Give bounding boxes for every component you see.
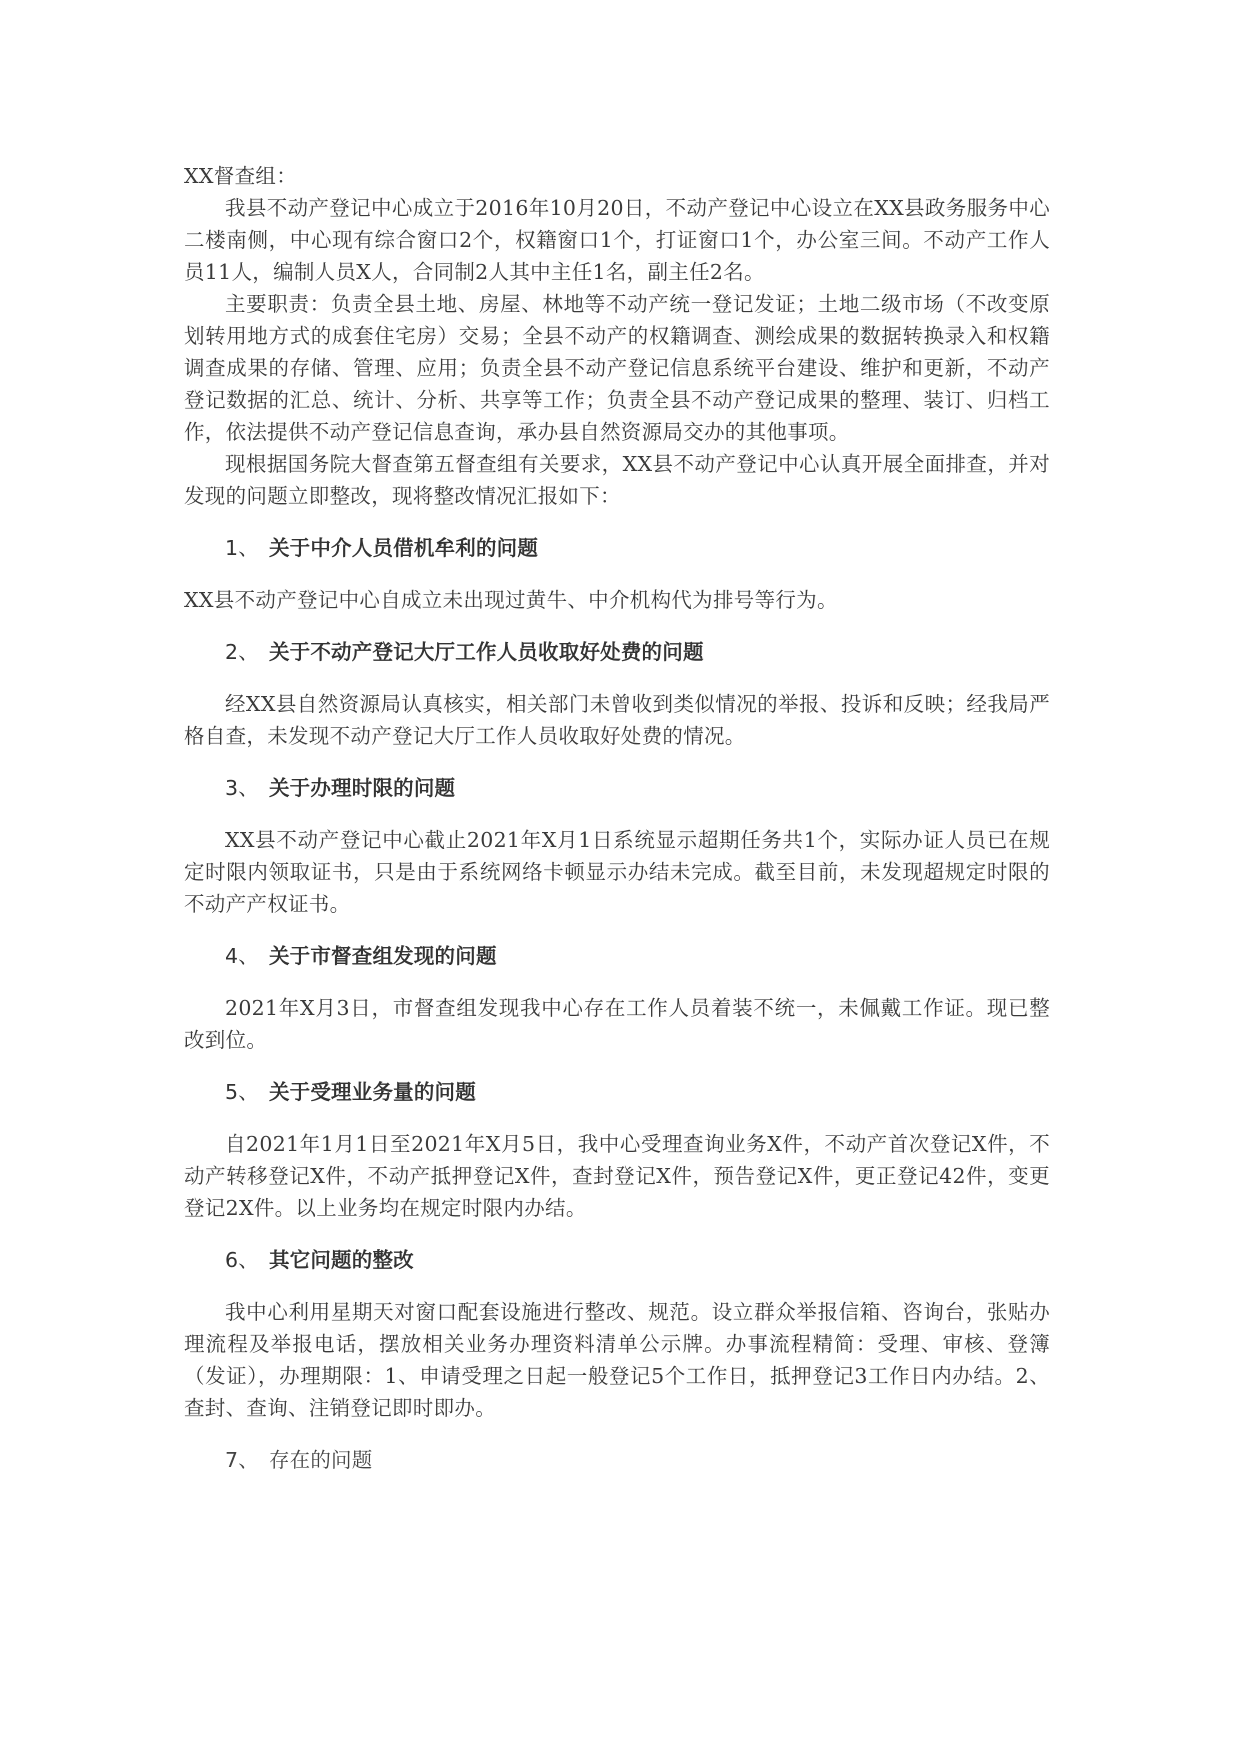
section-number: 6、 — [225, 1248, 259, 1272]
section-heading-2 — [184, 636, 1050, 668]
section-heading-1 — [184, 532, 1050, 564]
document-page — [184, 160, 1050, 1496]
section-body-4: 2021年X月3日，市督查组发现我中心存在工作人员着装不统一，未佩戴工作证。现已整改到位。 — [184, 996, 1050, 1052]
section-number: 7、 — [225, 1448, 259, 1472]
section-heading-7 — [184, 1444, 1050, 1476]
intro-paragraph-3: 现根据国务院大督查第五督查组有关要求，XX县不动产登记中心认真开展全面排查，并对发现的问题立即整改，现将整改情况汇报如下： — [184, 452, 1050, 508]
section-heading-3 — [184, 772, 1050, 804]
section-title: 关于不动产登记大厅工作人员收取好处费的问题 — [268, 640, 704, 664]
section-body-1: XX县不动产登记中心自成立未出现过黄牛、中介机构代为排号等行为。 — [184, 588, 838, 612]
section-heading-5 — [184, 1076, 1050, 1108]
section-body-3: XX县不动产登记中心截止2021年X月1日系统显示超期任务共1个，实际办证人员已在规定时限内领取证书，只是由于系统网络卡顿显示办结未完成。截至目前，未发现超规定时限的不动产产权证书。 — [184, 828, 1050, 916]
section-title: 存在的问题 — [268, 1448, 373, 1472]
intro-paragraph-2: 主要职责：负责全县土地、房屋、林地等不动产统一登记发证；土地二级市场（不改变原划转用地方式的成套住宅房）交易；全县不动产的权籍调查、测绘成果的数据转换录入和权籍调查成果的存储、管理、应用；负责全县不动产登记信息系统平台建设、维护和更新，不动产登记数据的汇总、统计、分析、共享等工作；负责全县不动产登记成果的整理、装订、归档工作，依法提供不动产登记信息查询，承办县自然资源局交办的其他事项。 — [184, 292, 1050, 444]
section-title: 关于受理业务量的问题 — [268, 1080, 476, 1104]
section-title: 关于中介人员借机牟利的问题 — [268, 536, 539, 560]
salutation: XX督查组： — [184, 164, 297, 188]
section-number: 2、 — [225, 640, 259, 664]
section-number: 1、 — [225, 536, 259, 560]
section-title: 关于市督查组发现的问题 — [268, 944, 497, 968]
section-number: 4、 — [225, 944, 259, 968]
section-body-6: 我中心利用星期天对窗口配套设施进行整改、规范。设立群众举报信箱、咨询台，张贴办理流程及举报电话，摆放相关业务办理资料清单公示牌。办事流程精简：受理、审核、登簿（发证），办理期限：1、申请受理之日起一般登记5个工作日，抵押登记3工作日内办结。2、查封、查询、注销登记即时即办。 — [184, 1300, 1050, 1420]
section-title: 其它问题的整改 — [268, 1248, 414, 1272]
section-title: 关于办理时限的问题 — [268, 776, 456, 800]
section-body-5: 自2021年1月1日至2021年X月5日，我中心受理查询业务X件，不动产首次登记X件，不动产转移登记X件，不动产抵押登记X件，查封登记X件，预告登记X件，更正登记42件，变更登记2X件。以上业务均在规定时限内办结。 — [184, 1132, 1050, 1220]
section-body-2: 经XX县自然资源局认真核实，相关部门未曾收到类似情况的举报、投诉和反映；经我局严格自查，未发现不动产登记大厅工作人员收取好处费的情况。 — [184, 692, 1050, 748]
intro-paragraph-1: 我县不动产登记中心成立于2016年10月20日，不动产登记中心设立在XX县政务服务中心二楼南侧，中心现有综合窗口2个，权籍窗口1个，打证窗口1个，办公室三间。不动产工作人员11人，编制人员X人，合同制2人其中主任1名，副主任2名。 — [184, 196, 1050, 284]
section-heading-4 — [184, 940, 1050, 972]
section-heading-6 — [184, 1244, 1050, 1276]
section-number: 3、 — [225, 776, 259, 800]
section-number: 5、 — [225, 1080, 259, 1104]
